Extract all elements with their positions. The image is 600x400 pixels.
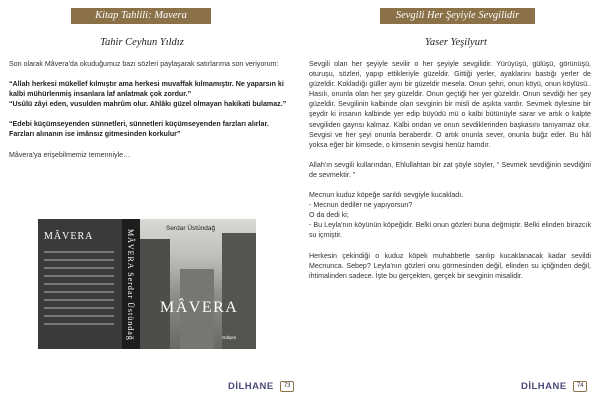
text-line: - Mecnun dediler ne yapıyorsun? bbox=[309, 201, 413, 210]
section-banner: Sevgili Her Şeyiyle Sevgilidir bbox=[380, 8, 535, 24]
book-spine-title: MÂVERA Serdar Üstündağ bbox=[126, 229, 135, 341]
paragraph: Sevgili olan her şeyiyle sevilir o her şeyiyle sevgilidir. Yürüyüşü, gülüşü, görünüşü, oturuşu, sözleri, yapıp ettikleriyle güzeldir. Gittiği yerler, ayaklarını bastığı yerler de güzeldir. Kokladığı güller aynı bir güzeldir mesela. Onun şehri, onun köyü, onun köylüsü.. Hasılı, onunla olan her şey güzeldir. Onun geçtiği her yer güzeldir. Onun sevdiği her şey güzeldir. Sevgilinin kalbinde olan sevginin bir misli de aşıkta vardır. Sevmek öylesine bir şeydir ki insanın kalbinde yer edip büyüdü mü o kalbi bütünüyle sarar ve artık o kalpte sevgiliden gayrısı kalmaz. Kalbi ondan ve onun sevdiklerinden başkasını tanıyamaz olur. Sevgisi ve her şeyi onunla beraberdir. O artık onunla sever, onunla buğz eder. Bu hâl yoksa eğer bir kimsede, o kimsenin sevgisi henüz hamdır. bbox=[309, 60, 591, 149]
section-banner: Kitap Tahlili: Mavera bbox=[71, 8, 211, 24]
page-number: 73 bbox=[280, 381, 294, 392]
right-page bbox=[300, 0, 600, 400]
text-line: Mecnun kuduz köpeğe sarıldı sevgiyle kucakladı. bbox=[309, 191, 464, 200]
text-line: - Bu Leyla'nın köyünün köpeğidir. Belki onun gözleri buna değmiştir. Belki elinden birazcık su içmiştir. bbox=[309, 221, 591, 240]
page-number: 74 bbox=[573, 381, 587, 392]
book-front-cover bbox=[140, 219, 256, 349]
book-spine bbox=[122, 219, 140, 349]
quote: “Usûlü zâyi eden, vusulden mahrûm olur. Ahlâkı güzel olmayan hakikati bulamaz.” bbox=[9, 100, 287, 109]
page-footer bbox=[228, 378, 294, 392]
book-front-author: Serdar Üstündağ bbox=[166, 225, 216, 232]
paragraph bbox=[309, 190, 591, 240]
book-back-cover bbox=[38, 219, 122, 349]
book-back-title: MÂVERA bbox=[44, 231, 94, 242]
intro-paragraph: Son olarak Mâvera'da okuduğumuz bazı sözleri paylaşarak satırlarıma son veriyorum: bbox=[9, 60, 279, 68]
dilhane-logo: DİLHANE bbox=[521, 381, 567, 393]
page-footer bbox=[521, 378, 587, 392]
paragraph: Herkesin çekindiği o kuduz köpek muhabbetle sarılıp kucaklanacak kadar sevildi Mecnunca. Sebep? Leyla'nın gözleri onu görmesinden değil, elinden su içtiğinden değil, ihtimalinden sadece. İşte bu gerçekten, gerçek bir sevginin misalidir. bbox=[309, 251, 591, 280]
quote: “Edebi küçümseyenden sünnetleri, sünnetleri küçümseyenden farzları alırlar. Farzları alınanın ise imânsız gitmesinden korkulur” bbox=[9, 120, 269, 139]
quote: “Allah herkesi mükellef kılmıştır ama herkesi muvaffak kılmamıştır. Ne yaparsın ki kalbi mühürlenmiş insanlara laf anlatmak çok zordur.” bbox=[9, 80, 284, 99]
article-author: Tahir Ceyhun Yıldız bbox=[100, 37, 184, 48]
dilhane-logo: DİLHANE bbox=[228, 381, 274, 393]
book-cover-image bbox=[38, 219, 256, 349]
closing-line: Mâvera'ya erişebilmemiz temenniyle… bbox=[9, 150, 131, 159]
article-author: Yaser Yeşilyurt bbox=[425, 37, 487, 48]
article-body bbox=[9, 59, 295, 170]
book-front-title: MÂVERA bbox=[160, 299, 239, 316]
paragraph: Allah'ın sevgili kullarından, Ehlullahtan bir zat şöyle söyler, “ Sevmek sevdiğinin sevdiğini de sevmektir. ” bbox=[309, 160, 591, 179]
book-publisher: Gülşen bbox=[222, 335, 237, 340]
text-line: O da dedi ki; bbox=[309, 211, 349, 220]
article-body bbox=[309, 59, 591, 291]
